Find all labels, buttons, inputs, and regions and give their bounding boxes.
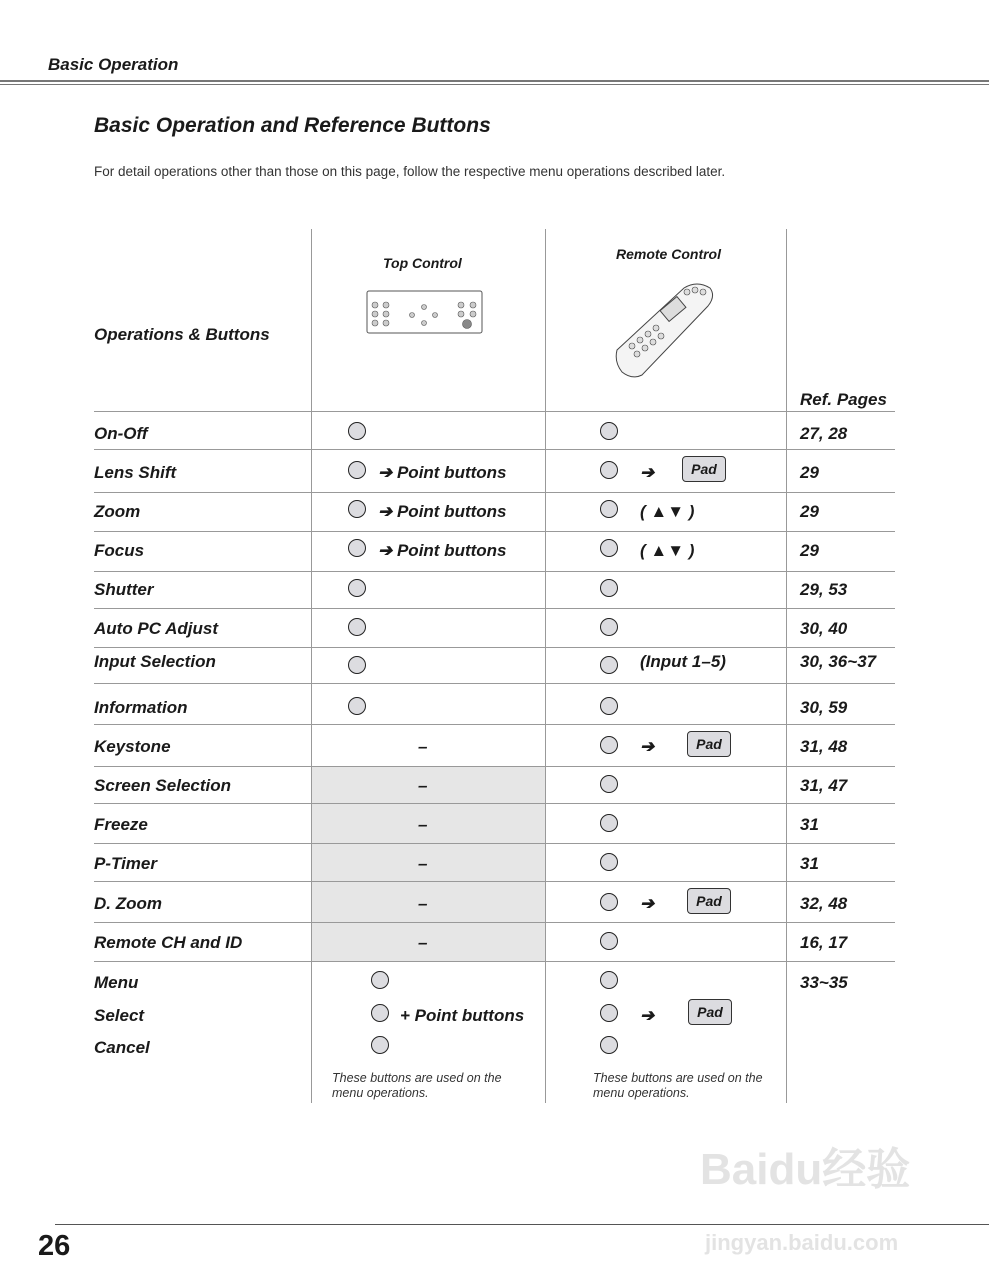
remote-button-icon bbox=[600, 539, 618, 557]
top-control-panel-illustration bbox=[366, 290, 483, 334]
remote-button-icon bbox=[600, 500, 618, 518]
row-divider bbox=[94, 766, 895, 767]
operation-label: Auto PC Adjust bbox=[94, 619, 219, 638]
operation-label: D. Zoom bbox=[94, 894, 162, 913]
ref-pages: 29 bbox=[800, 541, 819, 560]
remote-button-icon bbox=[600, 697, 618, 715]
remote-control-text: ➔ bbox=[640, 737, 655, 756]
not-available-cell bbox=[312, 843, 545, 881]
top-control-button-icon bbox=[348, 461, 366, 479]
section-header: Basic Operation bbox=[48, 55, 179, 74]
header-ref-pages: Ref. Pages bbox=[800, 390, 887, 409]
header-remote-control: Remote Control bbox=[616, 246, 721, 262]
menu-operation-label: Menu bbox=[94, 973, 139, 992]
top-control-button-icon bbox=[348, 422, 366, 440]
operation-label: Focus bbox=[94, 541, 145, 560]
operation-label: Remote CH and ID bbox=[94, 933, 243, 952]
menu-operation-label: Cancel bbox=[94, 1038, 150, 1057]
not-available-dash: – bbox=[418, 854, 428, 873]
top-control-text: ➔ Point buttons bbox=[378, 463, 507, 482]
ref-pages: 29 bbox=[800, 502, 819, 521]
remote-control-note: These buttons are used on the menu operations. bbox=[593, 1071, 763, 1100]
top-control-button-icon bbox=[348, 579, 366, 597]
operation-label: Freeze bbox=[94, 815, 148, 834]
ref-pages: 32, 48 bbox=[800, 894, 848, 913]
header-operations: Operations & Buttons bbox=[94, 325, 270, 344]
row-divider bbox=[94, 881, 895, 882]
remote-button-icon bbox=[600, 579, 618, 597]
remote-button-icon bbox=[600, 814, 618, 832]
operation-label: Input Selection bbox=[94, 652, 216, 671]
not-available-dash: – bbox=[418, 933, 428, 952]
top-control-button-icon bbox=[348, 539, 366, 557]
header-rule-thin bbox=[0, 84, 989, 85]
top-control-button-icon bbox=[348, 500, 366, 518]
row-divider bbox=[94, 843, 895, 844]
page-title: Basic Operation and Reference Buttons bbox=[94, 114, 491, 137]
column-divider bbox=[311, 229, 312, 1103]
top-control-button-icon bbox=[371, 1004, 389, 1022]
row-divider bbox=[94, 803, 895, 804]
operation-label: On-Off bbox=[94, 424, 148, 443]
operation-label: Screen Selection bbox=[94, 776, 232, 795]
remote-control-illustration bbox=[612, 280, 717, 380]
remote-control-text: ( ▲▼ ) bbox=[640, 502, 695, 521]
row-divider bbox=[94, 961, 895, 962]
pad-button-icon: Pad bbox=[682, 456, 726, 482]
ref-pages: 31, 48 bbox=[800, 737, 848, 756]
operation-label: Keystone bbox=[94, 737, 171, 756]
operation-label: Shutter bbox=[94, 580, 154, 599]
ref-pages: 31 bbox=[800, 815, 819, 834]
row-divider bbox=[94, 922, 895, 923]
ref-pages: 16, 17 bbox=[800, 933, 848, 952]
remote-button-icon bbox=[600, 461, 618, 479]
row-divider bbox=[94, 531, 895, 532]
header-top-control: Top Control bbox=[383, 255, 462, 271]
not-available-dash: – bbox=[418, 815, 428, 834]
row-divider bbox=[94, 608, 895, 609]
top-control-button-icon bbox=[371, 971, 389, 989]
top-control-text: ➔ Point buttons bbox=[378, 541, 507, 560]
watermark-url: jingyan.baidu.com bbox=[705, 1230, 899, 1255]
remote-button-icon bbox=[600, 853, 618, 871]
ref-pages: 29, 53 bbox=[800, 580, 848, 599]
not-available-cell bbox=[312, 922, 545, 961]
top-control-button-icon bbox=[348, 618, 366, 636]
remote-button-icon bbox=[600, 1004, 618, 1022]
column-divider bbox=[545, 229, 546, 1103]
ref-pages: 30, 59 bbox=[800, 698, 848, 717]
not-available-cell bbox=[312, 766, 545, 803]
column-divider bbox=[786, 229, 787, 1103]
page-number: 26 bbox=[38, 1230, 71, 1262]
not-available-dash: – bbox=[418, 894, 428, 913]
not-available-dash: – bbox=[418, 776, 428, 795]
row-divider bbox=[94, 571, 895, 572]
row-divider bbox=[94, 492, 895, 493]
operation-label: Zoom bbox=[94, 502, 141, 521]
remote-button-icon bbox=[600, 971, 618, 989]
pad-button-icon: Pad bbox=[688, 999, 732, 1025]
remote-button-icon bbox=[600, 1036, 618, 1054]
footer-rule bbox=[55, 1224, 989, 1225]
remote-button-icon bbox=[600, 422, 618, 440]
remote-button-icon bbox=[600, 932, 618, 950]
remote-button-icon bbox=[600, 775, 618, 793]
top-control-text: ➔ Point buttons bbox=[378, 502, 507, 521]
header-rule bbox=[0, 80, 989, 82]
row-divider bbox=[94, 411, 895, 412]
ref-pages: 31 bbox=[800, 854, 819, 873]
remote-button-icon bbox=[600, 736, 618, 754]
not-available-cell bbox=[312, 803, 545, 843]
ref-pages: 30, 40 bbox=[800, 619, 848, 638]
not-available-cell bbox=[312, 881, 545, 922]
description: For detail operations other than those on this page, follow the respective menu operations described later. bbox=[94, 164, 726, 179]
row-divider bbox=[94, 724, 895, 725]
operation-label: P-Timer bbox=[94, 854, 157, 873]
remote-button-icon bbox=[600, 656, 618, 674]
not-available-dash: – bbox=[418, 737, 428, 756]
ref-pages: 33~35 bbox=[800, 973, 848, 992]
remote-button-icon bbox=[600, 618, 618, 636]
top-control-button-icon bbox=[371, 1036, 389, 1054]
ref-pages: 27, 28 bbox=[800, 424, 848, 443]
watermark-logo: Baidu经验 bbox=[700, 1145, 911, 1194]
row-divider bbox=[94, 683, 895, 684]
remote-arrow: ➔ bbox=[640, 1006, 655, 1025]
ref-pages: 31, 47 bbox=[800, 776, 848, 795]
remote-control-text: ➔ bbox=[640, 894, 655, 913]
menu-operation-label: Select bbox=[94, 1006, 145, 1025]
operation-label: Lens Shift bbox=[94, 463, 177, 482]
pad-button-icon: Pad bbox=[687, 888, 731, 914]
row-divider bbox=[94, 647, 895, 648]
top-control-text: + Point buttons bbox=[400, 1006, 525, 1025]
remote-control-text: ( ▲▼ ) bbox=[640, 541, 695, 560]
operation-label: Information bbox=[94, 698, 188, 717]
pad-button-icon: Pad bbox=[687, 731, 731, 757]
top-control-note: These buttons are used on the menu operations. bbox=[332, 1071, 502, 1100]
remote-control-text: ➔ bbox=[640, 463, 655, 482]
ref-pages: 29 bbox=[800, 463, 819, 482]
ref-pages: 30, 36~37 bbox=[800, 652, 877, 671]
top-control-button-icon bbox=[348, 697, 366, 715]
remote-button-icon bbox=[600, 893, 618, 911]
top-control-button-icon bbox=[348, 656, 366, 674]
row-divider bbox=[94, 449, 895, 450]
remote-control-text: (Input 1–5) bbox=[640, 652, 726, 671]
